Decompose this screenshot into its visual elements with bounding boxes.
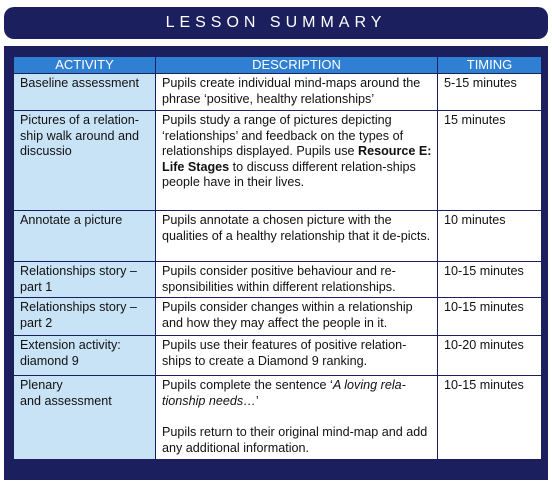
activity-cell: [14, 376, 156, 460]
description-cell: [156, 376, 438, 460]
table-row: [14, 376, 542, 460]
activity-cell: Relationships story – part 2: [14, 298, 156, 336]
table-row: [14, 336, 542, 376]
description-cell: Pupils consider positive behaviour and re-sponsibilities within different relationships.: [156, 262, 438, 298]
description-text: to discuss different relation-ships people have in their lives.: [162, 159, 416, 190]
lesson-summary-banner: [4, 7, 548, 39]
description-text: ’: [255, 393, 259, 408]
description-cell: [156, 111, 438, 211]
activity-text: and assessment: [20, 393, 112, 408]
timing-cell: 10-15 minutes: [438, 262, 542, 298]
timing-cell: 15 minutes: [438, 111, 542, 211]
page-title: LESSON SUMMARY: [165, 14, 387, 31]
timing-cell: 5-15 minutes: [438, 74, 542, 111]
description-cell: Pupils use their features of positive relation-ships to create a Diamond 9 ranking.: [156, 336, 438, 376]
table-row: [14, 262, 542, 298]
description-cell: Pupils consider changes within a relationship and how they may affect the people in it.: [156, 298, 438, 336]
table-row: [14, 211, 542, 262]
timing-cell: 10-15 minutes: [438, 298, 542, 336]
table-header-row: [14, 57, 542, 74]
description-text: Pupils return to their original mind-map and add any additional information.: [162, 424, 428, 455]
table-row: [14, 74, 542, 111]
column-header-description: DESCRIPTION: [156, 57, 438, 74]
activity-cell: Annotate a picture: [14, 211, 156, 262]
activity-text: Plenary: [20, 378, 63, 393]
activity-cell: Pictures of a relation-ship walk around and discussio: [14, 111, 156, 211]
resource-link-text: Resource E: Life Stages: [162, 144, 432, 174]
column-header-timing: TIMING: [438, 57, 542, 74]
activity-cell: Relationships story – part 1: [14, 262, 156, 298]
timing-cell: 10 minutes: [438, 211, 542, 262]
description-text: Pupils study a range of pictures depicting ‘relationships’ and feedback on the types of relationships displayed. Pupils use: [162, 113, 404, 159]
table-row: [14, 298, 542, 336]
description-text: Pupils complete the sentence ‘: [162, 378, 333, 393]
sentence-starter-text: A loving rela-tionship needs…: [162, 378, 406, 408]
timing-cell: 10-15 minutes: [438, 376, 542, 460]
lesson-summary-table: [13, 56, 542, 460]
description-cell: Pupils annotate a chosen picture with the qualities of a healthy relationship that it de-picts.: [156, 211, 438, 262]
activity-cell: Baseline assessment: [14, 74, 156, 111]
activity-cell: Extension activity: diamond 9: [14, 336, 156, 376]
table-row: [14, 111, 542, 211]
column-header-activity: ACTIVITY: [14, 57, 156, 74]
timing-cell: 10-20 minutes: [438, 336, 542, 376]
description-cell: Pupils create individual mind-maps around the phrase ‘positive, healthy relationships’: [156, 74, 438, 111]
